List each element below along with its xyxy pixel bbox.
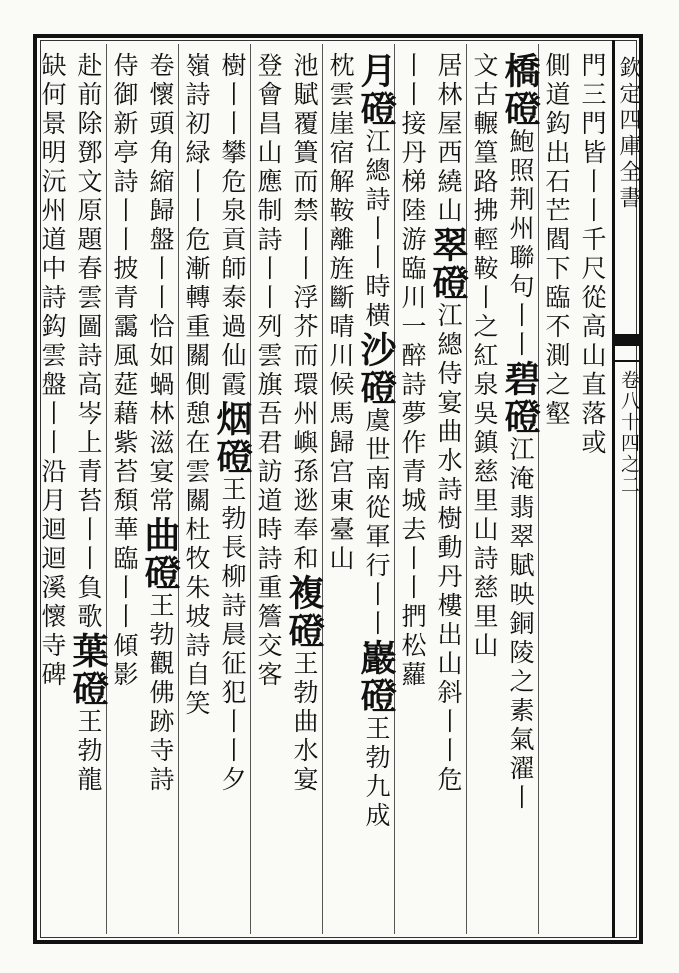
text-run: 池賦覆簣而禁丨丨浮芥而環州嶼孫逖奉和: [290, 52, 319, 574]
headword: 複磴: [283, 574, 325, 650]
column-rule: [466, 44, 467, 934]
text-run: 江淹翡翠賦映銅陵之素氣濯丨: [506, 436, 535, 813]
text-run: 卷懷頭角縮歸盤丨丨恰如蝸林滋宴常: [146, 52, 175, 516]
text-run: 王勃龍: [74, 708, 103, 795]
text-column: [499, 52, 541, 932]
margin-strip: [612, 40, 642, 938]
text-column: [322, 52, 358, 932]
column-rule: [250, 44, 251, 934]
text-column: [574, 52, 610, 932]
text-column: [34, 52, 70, 932]
book-title: 欽定四庫全書: [616, 56, 641, 212]
text-column: [355, 52, 397, 932]
headword: 橋磴: [499, 52, 541, 128]
headword: 葉磴: [67, 632, 109, 708]
headword: 碧磴: [499, 360, 541, 436]
volume-label: 卷八十四之二: [618, 370, 640, 496]
headword: 巖磴: [355, 639, 397, 715]
column-rule: [106, 44, 107, 934]
text-run: 丨丨接丹梯: [398, 52, 427, 197]
text-run: 江總侍宴曲水詩樹動丹樓出山斜丨丨危: [434, 302, 463, 795]
text-run: 嶺詩初緑丨丨危漸轉重關側: [182, 52, 211, 400]
text-run: 鮑照荆州聯句丨丨: [506, 128, 535, 360]
text-run: 王勃觀佛跡寺詩: [146, 592, 175, 795]
text-run: 江總詩丨丨時横: [362, 128, 391, 331]
text-run: 居林屋西繞山: [434, 52, 463, 226]
column-rule: [394, 44, 395, 934]
text-run: 王勃曲水宴: [290, 650, 319, 795]
text-column: [178, 52, 214, 932]
text-column: [139, 52, 181, 932]
text-run: 宫東臺山: [326, 458, 355, 574]
text-column: [394, 52, 430, 932]
text-column: [250, 52, 286, 932]
column-rule: [538, 44, 539, 934]
headword: 月磴: [355, 52, 397, 128]
column-rule: [178, 44, 179, 934]
text-run: 樹丨丨攀危泉貢師泰過仙霞: [218, 52, 247, 400]
text-column: [538, 52, 574, 932]
text-run: 丨之紅泉吳鎮慈里山詩慈里山: [470, 284, 499, 661]
text-run: 登會昌山應制詩丨丨列雲旗吾君訪道時: [254, 52, 283, 545]
column-rule: [322, 44, 323, 934]
fish-tail-mark: [612, 334, 642, 346]
text-run: 枕雲崖宿解鞍: [326, 52, 355, 226]
text-column: [466, 52, 502, 932]
text-run: 頽華臨丨丨傾影: [110, 487, 139, 690]
text-column: [427, 52, 469, 932]
text-column: [106, 52, 142, 932]
headword: 沙磴: [355, 331, 397, 407]
text-run: 詩重簷交客: [254, 545, 283, 690]
text-run: 側道鈎出石芒閻下臨不測之壑: [542, 52, 571, 429]
headword: 烟磴: [211, 400, 253, 476]
text-column: [283, 52, 325, 932]
text-run: 缺何景明沅州道中詩鈎雲盤丨丨沿月迴迴溪: [38, 52, 67, 603]
text-run: 侍御新亭詩丨丨披青靄風莚藉紫苔: [110, 52, 139, 487]
text-run: 憩在雲關杜牧朱坡詩自笑: [182, 400, 211, 719]
text-run: 門三門皆丨丨千尺從高山直落或: [578, 52, 607, 458]
text-run: 懷寺碑: [38, 603, 67, 690]
text-run: 王勃九成: [362, 715, 391, 831]
fish-tail-mark-lower: [615, 346, 642, 362]
text-run: 文古輾篁路拂輕鞍: [470, 52, 499, 284]
text-run: 虞世南從軍行丨丨: [362, 407, 391, 639]
headword: 曲磴: [139, 516, 181, 592]
text-run: 赴前除鄧文原題春雲圖詩高岑上青苔丨丨負歌: [74, 52, 103, 632]
text-column: [67, 52, 109, 932]
headword: 翠磴: [427, 226, 469, 302]
text-run: 王勃長柳詩晨征犯丨丨夕: [218, 476, 247, 795]
text-run: 陸游臨川一醉詩夢作青城去丨丨捫松蘿: [398, 197, 427, 690]
text-column: [211, 52, 253, 932]
text-run: 離旌斷晴川候馬歸: [326, 226, 355, 458]
